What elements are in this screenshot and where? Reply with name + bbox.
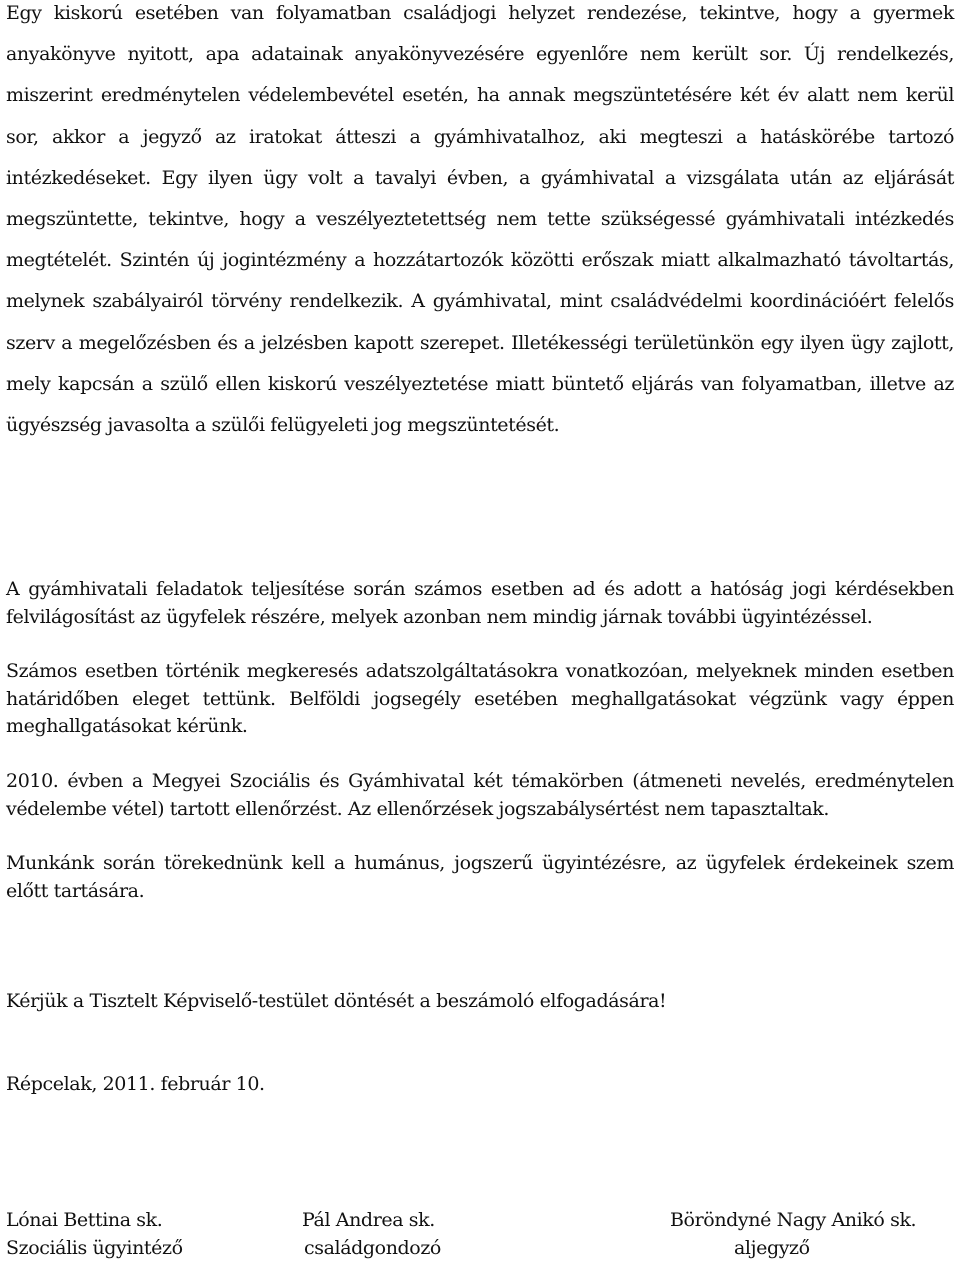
paragraph-work-principles: Munkánk során törekednünk kell a humánus, jogszerű ügyintézésre, az ügyfelek érdekeinek szem előtt tartására. — [6, 852, 954, 902]
paragraph-inspection-2010: 2010. évben a Megyei Szociális és Gyámhivatal két témakörben (átmeneti nevelés, eredménytelen védelembe vétel) tartott ellenőrzést. Az ellenőrzések jogszabálysértést nem tapasztaltak. — [6, 770, 954, 820]
signature-block-2 — [302, 1207, 441, 1262]
signatory-name: Pál Andrea sk. — [302, 1209, 435, 1231]
signatory-name: Lónai Bettina sk. — [6, 1209, 163, 1231]
signatory-role: családgondozó — [304, 1236, 441, 1259]
signature-block-3 — [670, 1207, 916, 1262]
paragraph-data-requests: Számos esetben történik megkeresés adatszolgáltatásokra vonatkozóan, melyeknek minden esetben határidőben eleget tettünk. Belföldi jogsegély esetében meghallgatásokat végzünk vagy éppen meghallgatásokat kérünk. — [6, 660, 954, 737]
place-and-date: Répcelak, 2011. február 10. — [6, 1073, 265, 1095]
closing-request: Kérjük a Tisztelt Képviselő-testület döntését a beszámoló elfogadására! — [6, 990, 667, 1012]
signatory-role: Szociális ügyintéző — [6, 1236, 183, 1259]
signatory-name: Böröndyné Nagy Anikó sk. — [670, 1209, 917, 1231]
paragraph-family-law: Egy kiskorú esetében van folyamatban családjogi helyzet rendezése, tekintve, hogy a gyermek anyakönyve nyitott, apa adatainak anyakönyvezésére egyenlőre nem került sor. Új rendelkezés, miszerint eredménytelen védelembevétel esetén, ha annak megszüntetésére két év alatt nem kerül sor, akkor a jegyző az iratokat átteszi a gyámhivatalhoz, aki megteszi a hatáskörébe tartozó intézkedéseket. Egy ilyen ügy volt a tavalyi évben, a gyámhivatal a vizsgálata után az eljárását megszüntette, tekintve, hogy a veszélyeztetettség nem tette szükségessé gyámhivatali intézkedés megtételét. Szintén új jogintézmény a hozzátartozók közötti erőszak miatt alkalmazható távoltartás, melynek szabályairól törvény rendelkezik. A gyámhivatal, mint családvédelmi koordinációért felelős szerv a megelőzésben és a jelzésben kapott szerepet. Illetékességi területünkön egy ilyen ügy zajlott, mely kapcsán a szülő ellen kiskorú veszélyeztetése miatt büntető eljárás van folyamatban, illetve az ügyészség javasolta a szülői felügyeleti jog megszüntetését. — [6, 2, 954, 437]
signature-block-1 — [6, 1207, 183, 1262]
paragraph-guardianship-tasks: A gyámhivatali feladatok teljesítése során számos esetben ad és adott a hatóság jogi kérdésekben felvilágosítást az ügyfelek részére, melyek azonban nem mindig járnak további ügyintézéssel. — [6, 578, 954, 628]
signatory-role: aljegyző — [734, 1236, 810, 1259]
